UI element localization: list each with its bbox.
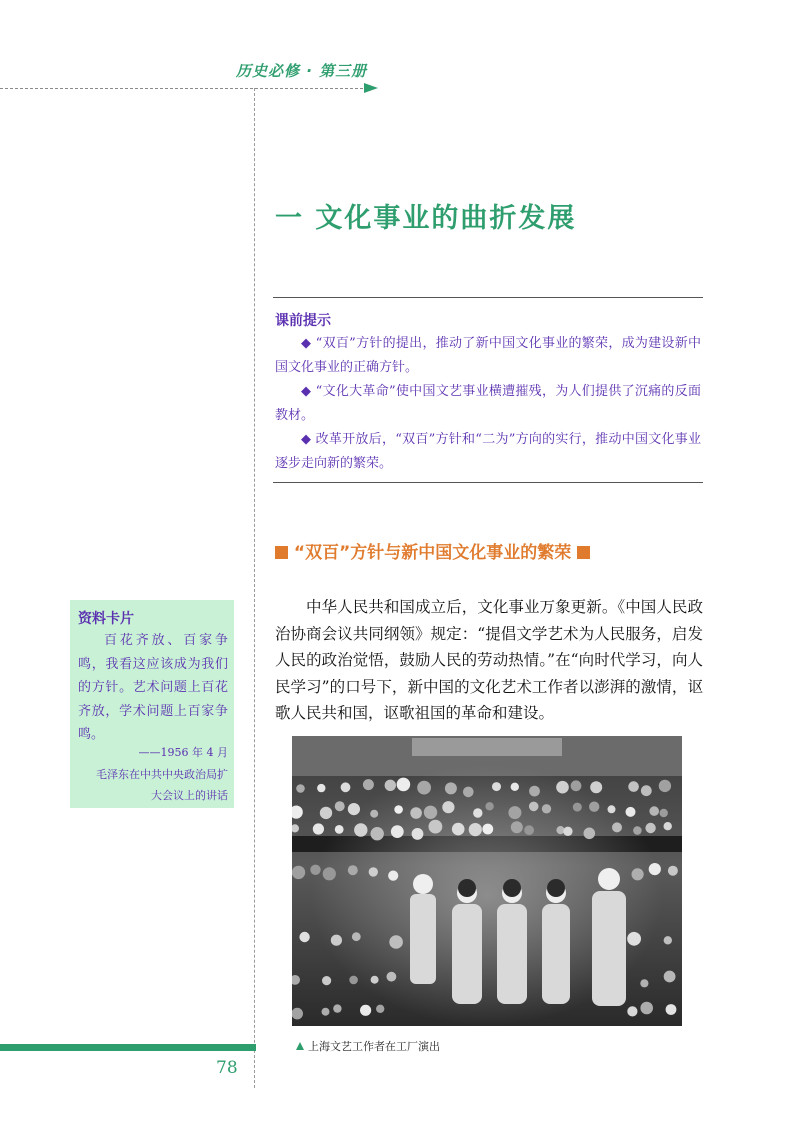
info-card-source: 大会议上的讲话 [151,789,228,802]
lesson-preview-list [275,332,701,476]
photo-caption-text: 上海文艺工作者在工厂演出 [308,1040,440,1053]
margin-divider [254,88,255,1088]
section-heading: 一 文化事业的曲折发展 [275,203,577,234]
square-bullet-icon [275,546,288,559]
lesson-preview-label: 课前提示 [275,313,331,329]
performance-photo [292,736,682,1026]
caption-triangle-icon [296,1042,304,1050]
info-card-quote: 百花齐放、百家争鸣，我看这应该成为我们的方针。艺术问题上百花齐放，学术问题上百家争鸣。 [78,633,228,742]
info-card-source-date: ——1956 年 4 月 [138,746,228,759]
lesson-preview-item: ◆ 改革开放后，“双百”方针和“二为”方向的实行，推动中国文化事业逐步走向新的繁荣。 [275,432,701,471]
info-card-title: 资料卡片 [78,611,134,627]
photo-caption [296,1038,440,1054]
header-divider [0,88,368,89]
body-paragraph: 中华人民共和国成立后，文化事业万象更新。《中国人民政治协商会议共同纲领》规定：“提倡文学艺术为人民服务，启发人民的政治觉悟，鼓励人民的劳动热情。”在“向时代学习，向人民学习”的口号下，新中国的文化艺术工作者以澎湃的激情，讴歌人民共和国，讴歌祖国的革命和建设。 [275,598,703,722]
lesson-preview-box [273,297,703,483]
subsection-heading-text: “双百”方针与新中国文化事业的繁荣 [293,543,572,563]
footer-bar [0,1044,256,1051]
header-arrow-icon [364,83,378,93]
lesson-preview-item: ◆ “双百”方针的提出，推动了新中国文化事业的繁荣，成为建设新中国文化事业的正确方针。 [275,336,701,375]
info-card-source: 毛泽东在中共中央政治局扩 [96,768,228,781]
square-bullet-icon [577,546,590,559]
subsection-heading [275,538,590,563]
lesson-preview-item: ◆ “文化大革命”使中国文艺事业横遭摧残，为人们提供了沉痛的反面教材。 [275,384,701,423]
info-card [70,600,234,808]
book-title: 历史必修 · 第三册 [236,62,368,80]
page-number: 78 [216,1058,238,1078]
